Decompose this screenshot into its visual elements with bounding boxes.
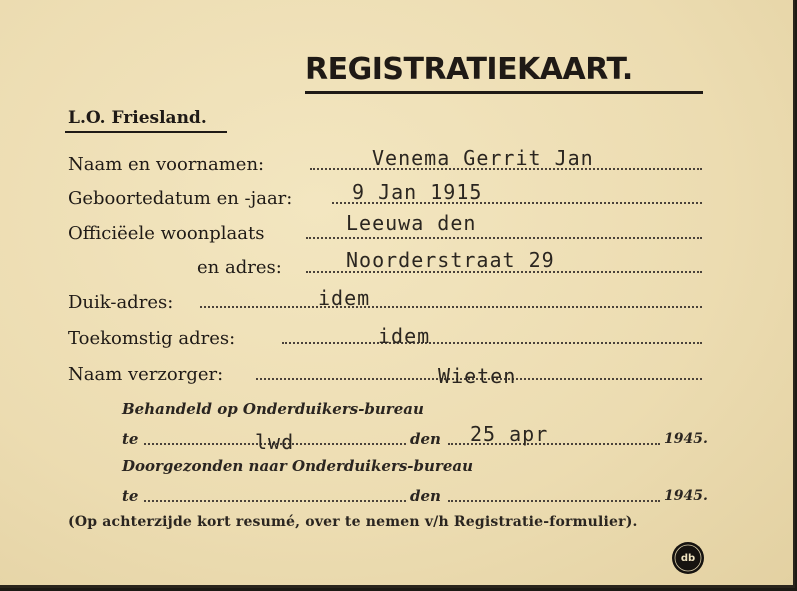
- handled-den-label: den: [410, 430, 441, 448]
- future-address-dotted-line: [282, 342, 702, 344]
- title-underline: [305, 91, 703, 94]
- forwarded-den-label: den: [410, 487, 441, 505]
- dive-address-label: Duik-adres:: [68, 292, 174, 313]
- organization-label: L.O. Friesland.: [68, 108, 207, 128]
- forwarded-te-dotted-line: [144, 500, 406, 502]
- organization-underline: [65, 131, 227, 133]
- handled-te-value: lwd: [255, 430, 295, 454]
- forwarded-heading: Doorgezonden naar Onderduikers-bureau: [122, 457, 473, 475]
- caretaker-label: Naam verzorger:: [68, 364, 224, 385]
- card-title: REGISTRATIEKAART.: [305, 52, 633, 87]
- address-label: en adres:: [197, 257, 282, 278]
- forwarded-year: 1945.: [664, 488, 708, 504]
- future-address-label: Toekomstig adres:: [68, 328, 236, 349]
- handled-heading: Behandeld op Onderduikers-bureau: [122, 400, 424, 418]
- forwarded-te-label: te: [122, 487, 139, 505]
- forwarded-den-dotted-line: [448, 500, 660, 502]
- residence-label: Officiëele woonplaats: [68, 223, 265, 244]
- dive-address-value: idem: [318, 286, 371, 310]
- caretaker-value: Wieten: [438, 364, 517, 388]
- handled-te-label: te: [122, 430, 139, 448]
- dive-address-dotted-line: [200, 306, 702, 308]
- handled-den-value: 25 apr: [470, 422, 549, 446]
- birth-label: Geboortedatum en -jaar:: [68, 188, 293, 209]
- name-label: Naam en voornamen:: [68, 154, 265, 175]
- future-address-value: idem: [378, 324, 431, 348]
- birth-value: 9 Jan 1915: [352, 180, 483, 204]
- residence-dotted-line: [306, 237, 702, 239]
- handled-year: 1945.: [664, 431, 708, 447]
- address-value: Noorderstraat 29: [346, 248, 555, 272]
- printer-logo-stamp: [672, 542, 704, 574]
- name-value: Venema Gerrit Jan: [372, 146, 594, 170]
- footer-note: (Op achterzijde kort resumé, over te nemen v/h Registratie-formulier).: [68, 514, 638, 530]
- stamp-text: db: [680, 553, 696, 564]
- residence-value: Leeuwa den: [346, 211, 477, 235]
